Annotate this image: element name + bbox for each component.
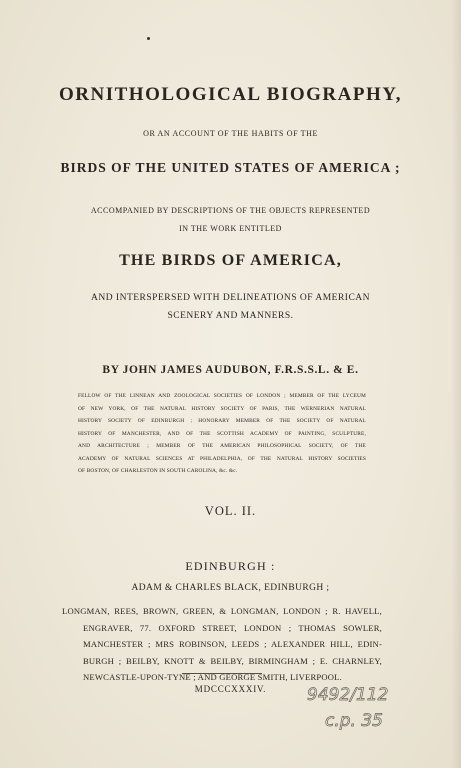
ink-dot	[147, 37, 150, 40]
fellowship-line: FELLOW OF THE LINNEAN AND ZOOLOGICAL SOCIETIES OF LONDON ; MEMBER OF THE LYCEUM	[78, 393, 366, 399]
main-title: ORNITHOLOGICAL BIOGRAPHY,	[59, 84, 402, 105]
fellowship-line: OF BOSTON, OF CHARLESTON IN SOUTH CAROLINA, &c. &c.	[78, 468, 238, 474]
seller-line: ENGRAVER, 77. OXFORD STREET, LONDON ; THOMAS SOWLER,	[83, 622, 382, 633]
fellowship-line: ACADEMY OF NATURAL SCIENCES AT PHILADELPHIA, OF THE NATURAL HISTORY SOCIETIES	[78, 455, 366, 462]
seller-line: BURGH ; BEILBY, KNOTT & BEILBY, BIRMINGHAM ; E. CHARNLEY,	[83, 655, 382, 666]
handwritten-line-1: 9492/112	[307, 685, 389, 705]
publisher-line: ADAM & CHARLES BLACK, EDINBURGH ;	[131, 583, 330, 593]
divider-rule	[182, 673, 262, 674]
fellowship-line: OF NEW YORK, OF THE NATURAL HISTORY SOCIETY OF PARIS, THE WERNERIAN NATURAL	[78, 405, 366, 412]
accompanied-line-1: ACCOMPANIED BY DESCRIPTIONS OF THE OBJECTS REPRESENTED	[90, 206, 371, 215]
accompanied-line-2: IN THE WORK ENTITLED	[179, 224, 282, 233]
handwritten-shelfmark	[303, 678, 393, 738]
seller-line: NEWCASTLE-UPON-TYNE ; AND GEORGE SMITH, LIVERPOOL.	[83, 672, 342, 682]
volume-number: VOL. II.	[204, 504, 257, 518]
fellowship-line: AND ARCHITECTURE ; MEMBER OF THE AMERICAN PHILOSOPHICAL SOCIETY, OF THE	[78, 443, 366, 449]
subtitle-habits: OR AN ACCOUNT OF THE HABITS OF THE	[143, 129, 318, 138]
fellowship-line: HISTORY OF MANCHESTER, AND OF THE SCOTTISH ACADEMY OF PAINTING, SCULPTURE,	[78, 430, 366, 437]
fellowship-line: HISTORY SOCIETY OF EDINBURGH ; HONORARY MEMBER OF THE SOCIETY OF NATURAL	[78, 418, 366, 424]
interspersed-line-2: SCENERY AND MANNERS.	[167, 311, 294, 321]
subtitle-birds-usa: BIRDS OF THE UNITED STATES OF AMERICA ;	[60, 160, 401, 175]
interspersed-line-1: AND INTERSPERSED WITH DELINEATIONS OF AMERICAN	[90, 293, 371, 303]
seller-line: LONGMAN, REES, BROWN, GREEN, & LONGMAN, LONDON ; R. HAVELL,	[62, 606, 382, 616]
work-title: THE BIRDS OF AMERICA,	[119, 252, 342, 269]
seller-line: MANCHESTER ; MRS ROBINSON, LEEDS ; ALEXANDER HILL, EDIN-	[83, 639, 382, 649]
author-line: BY JOHN JAMES AUDUBON, F.R.S.S.L. & E.	[102, 364, 359, 376]
imprint-city: EDINBURGH :	[185, 559, 276, 573]
fellowships-block	[78, 390, 366, 478]
publication-date: MDCCCXXXIV.	[194, 684, 267, 694]
handwritten-line-2: c.p. 35	[325, 711, 383, 731]
